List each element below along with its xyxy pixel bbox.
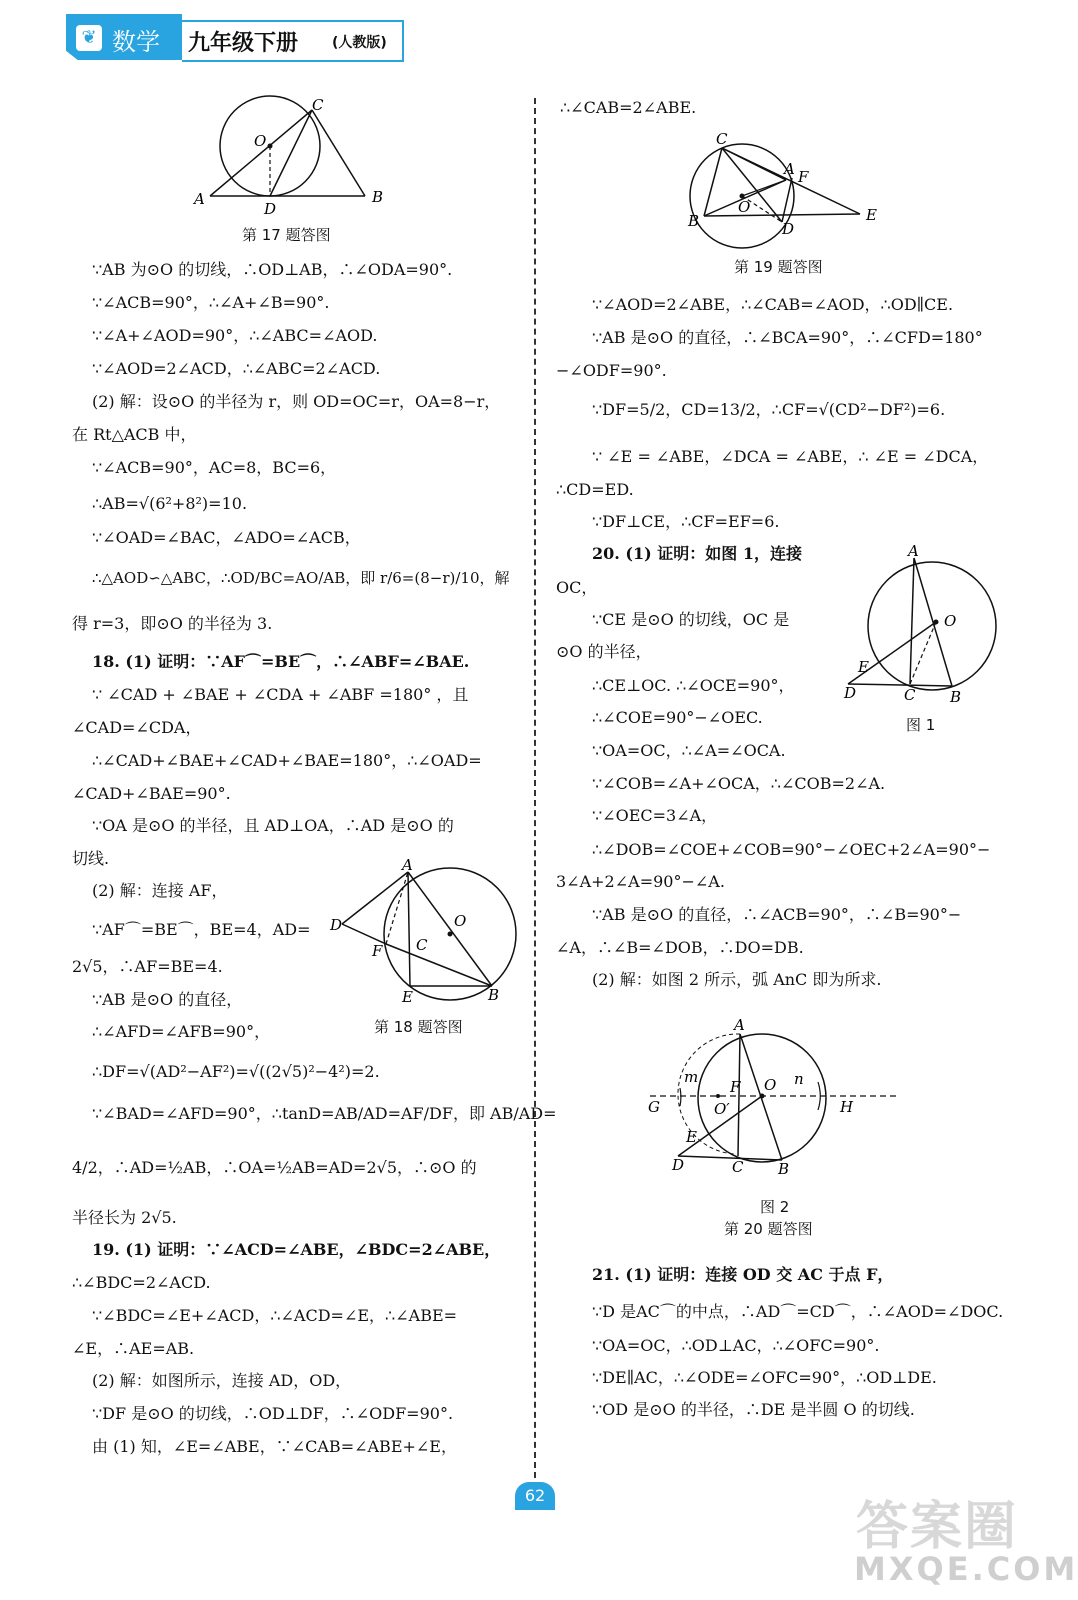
fig19-label-d: D: [782, 220, 795, 238]
right-line-6: ∵ ∠E = ∠ABE，∠DCA = ∠ABE，∴ ∠E = ∠DCA，: [592, 447, 989, 466]
left-line-34: 由 (1) 知，∠E=∠ABE，∵∠CAB=∠ABE+∠E，: [92, 1437, 457, 1456]
right-line-21: ∠A，∴∠B=∠DOB，∴DO=DB.: [556, 938, 804, 957]
right-line-9: 20. (1) 证明：如图 1，连接: [592, 544, 802, 563]
figure-18: [328, 856, 524, 1010]
fig20b-label-f: F: [730, 1078, 741, 1096]
right-line-23: 21. (1) 证明：连接 OD 交 AC 于点 F，: [592, 1265, 894, 1284]
header-edition: (人教版): [332, 35, 387, 51]
column-divider: [534, 98, 536, 1478]
left-line-3: ∵∠A+∠AOD=90°，∴∠ABC=∠AOD.: [92, 326, 378, 345]
left-line-9: ∵∠OAD=∠BAC，∠ADO=∠ACB，: [92, 528, 361, 547]
right-line-3: ∵AB 是⊙O 的直径，∴∠BCA=90°，∴∠CFD=180°: [592, 328, 983, 347]
fig20b-label-o-prime: O′: [714, 1100, 730, 1118]
fig20a-label-c: C: [904, 686, 916, 704]
right-line-13: ∴CE⊥OC. ∴∠OCE=90°，: [592, 676, 795, 695]
figure-20-2: [644, 1014, 904, 1184]
left-line-26: 4/2，∴AD=½AB，∴OA=½AB=AD=2√5，∴⊙O 的: [72, 1158, 477, 1177]
fig18-label-b: B: [488, 986, 500, 1004]
fig19-label-c: C: [716, 130, 728, 148]
left-line-33: ∵DF 是⊙O 的切线，∴OD⊥DF，∴∠ODF=90°.: [92, 1404, 454, 1423]
right-line-11: ∵CE 是⊙O 的切线，OC 是: [592, 610, 790, 629]
left-line-21: 2√5，∴AF=BE=4.: [72, 957, 223, 976]
header-grade: 九年级下册: [188, 31, 299, 56]
figure-20-1: [840, 542, 1000, 712]
right-line-20: ∵AB 是⊙O 的直径，∴∠ACB=90°，∴∠B=90°−: [592, 905, 962, 924]
watermark: [850, 1484, 1078, 1594]
right-line-17: ∵∠OEC=3∠A，: [592, 806, 718, 825]
fig20a-label-a: A: [908, 542, 919, 560]
right-line-18: ∴∠DOB=∠COE+∠COB=90°−∠OEC+2∠A=90°−: [592, 840, 991, 859]
watermark-url: MXQE.COM: [854, 1550, 1078, 1588]
left-line-31: ∠E，∴AE=AB.: [72, 1339, 195, 1358]
fig19-label-a: A: [784, 160, 795, 178]
left-line-22: ∵AB 是⊙O 的直径，: [92, 990, 243, 1009]
right-line-16: ∵∠COB=∠A+∠OCA，∴∠COB=2∠A.: [592, 774, 886, 793]
left-line-17: ∵OA 是⊙O 的半径，且 AD⊥OA，∴AD 是⊙O 的: [92, 816, 454, 835]
right-line-8: ∵DF⊥CE，∴CF=EF=6.: [592, 512, 780, 531]
right-line-26: ∵DE∥AC，∴∠ODE=∠OFC=90°，∴OD⊥DE.: [592, 1368, 937, 1387]
left-line-4: ∵∠AOD=2∠ACD，∴∠ABC=2∠ACD.: [92, 359, 381, 378]
fig18-label-e: E: [402, 988, 413, 1006]
figure-17: [190, 96, 390, 216]
right-line-1: ∴∠CAB=2∠ABE.: [560, 98, 697, 117]
fig19-label-b: B: [688, 212, 700, 230]
fig20b-label-e: E: [686, 1128, 697, 1146]
fig17-caption: 第 17 题答图: [242, 226, 331, 244]
fig19-label-e: E: [866, 206, 877, 224]
fig17-label-o: O: [254, 132, 267, 150]
left-line-27: 半径长为 2√5.: [72, 1208, 177, 1227]
fig20b-label-a: A: [734, 1016, 745, 1034]
fig18-label-f: F: [372, 942, 383, 960]
fig20a-caption: 图 1: [906, 716, 936, 734]
fig17-label-a: A: [194, 190, 205, 208]
leaf-icon: ❦: [76, 25, 102, 51]
right-line-4: −∠ODF=90°.: [556, 361, 667, 380]
right-line-5: ∵DF=5/2，CD=13/2，∴CF=√(CD²−DF²)=6.: [592, 400, 946, 419]
right-line-19: 3∠A+2∠A=90°−∠A.: [556, 872, 725, 891]
fig20b-label-o: O: [764, 1076, 777, 1094]
left-line-32: (2) 解：如图所示，连接 AD，OD，: [92, 1371, 352, 1390]
left-line-2: ∵∠ACB=90°，∴∠A+∠B=90°.: [92, 293, 330, 312]
left-line-5: (2) 解：设⊙O 的半径为 r，则 OD=OC=r，OA=8−r，: [92, 392, 501, 411]
figure-19: [684, 130, 884, 250]
fig18-label-o: O: [454, 912, 467, 930]
fig20a-label-b: B: [950, 688, 962, 706]
left-line-8: ∴AB=√(6²+8²)=10.: [92, 494, 248, 513]
left-line-12: 18. (1) 证明：∵AF⌒=BE⌒，∴∠ABF=∠BAE.: [92, 652, 470, 671]
fig20b-label-m: m: [684, 1068, 699, 1086]
right-line-14: ∴∠COE=90°−∠OEC.: [592, 708, 763, 727]
fig17-label-b: B: [372, 188, 384, 206]
fig17-label-d: D: [264, 200, 277, 218]
left-line-20: ∵AF⌒=BE⌒，BE=4，AD=: [92, 920, 311, 939]
left-line-14: ∠CAD=∠CDA，: [72, 718, 202, 737]
left-line-15: ∴∠CAD+∠BAE+∠CAD+∠BAE=180°，∴∠OAD=: [92, 751, 482, 770]
right-line-22: (2) 解：如图 2 所示，弧 AnC 即为所求.: [592, 970, 882, 989]
left-line-1: ∵AB 为⊙O 的切线，∴OD⊥AB，∴∠ODA=90°.: [92, 260, 453, 279]
right-line-27: ∵OD 是⊙O 的半径，∴DE 是半圆 O 的切线.: [592, 1400, 915, 1419]
right-line-25: ∵OA=OC，∴OD⊥AC，∴∠OFC=90°.: [592, 1336, 880, 1355]
fig19-label-f: F: [798, 168, 809, 186]
right-line-12: ⊙O 的半径，: [556, 642, 652, 661]
left-line-25: ∵∠BAD=∠AFD=90°，∴tanD=AB/AD=AF/DF，即 AB/AD=: [92, 1104, 557, 1123]
fig20a-label-o: O: [944, 612, 957, 630]
page-number: 62: [515, 1482, 555, 1510]
left-line-28: 19. (1) 证明：∵∠ACD=∠ABE，∠BDC=2∠ABE，: [92, 1240, 501, 1259]
fig17-label-c: C: [312, 96, 324, 114]
right-line-7: ∴CD=ED.: [556, 480, 634, 499]
header-subject: 数学: [112, 28, 160, 56]
fig18-label-c: C: [416, 936, 428, 954]
fig18-caption: 第 18 题答图: [374, 1018, 463, 1036]
fig20b-label-c: C: [732, 1158, 744, 1176]
fig20b-label-g: G: [648, 1098, 660, 1116]
left-line-24: ∴DF=√(AD²−AF²)=√((2√5)²−4²)=2.: [92, 1062, 380, 1081]
header-title-box: [182, 20, 404, 62]
left-line-10: ∴△AOD∽△ABC，∴OD/BC=AO/AB，即 r/6=(8−r)/10，解: [92, 569, 510, 587]
fig20b-caption: 图 2: [760, 1198, 790, 1216]
fig19-caption: 第 19 题答图: [734, 258, 823, 276]
fig20a-label-e: E: [858, 658, 869, 676]
right-line-24: ∵D 是AC⌒的中点，∴AD⌒=CD⌒，∴∠AOD=∠DOC.: [592, 1302, 1004, 1321]
right-line-15: ∵OA=OC，∴∠A=∠OCA.: [592, 741, 786, 760]
left-line-19: (2) 解：连接 AF，: [92, 881, 228, 900]
right-line-2: ∵∠AOD=2∠ABE，∴∠CAB=∠AOD，∴OD∥CE.: [592, 295, 954, 314]
left-line-16: ∠CAD+∠BAE=90°.: [72, 784, 231, 803]
left-line-29: ∴∠BDC=2∠ACD.: [72, 1273, 211, 1292]
page-header: [66, 14, 406, 64]
left-line-13: ∵ ∠CAD + ∠BAE + ∠CDA + ∠ABF =180° ，且: [92, 685, 469, 704]
fig20a-label-d: D: [844, 684, 857, 702]
left-line-18: 切线.: [72, 849, 110, 868]
fig20b-label-d: D: [672, 1156, 685, 1174]
fig20b-label-b: B: [778, 1160, 790, 1178]
left-line-11: 得 r=3，即⊙O 的半径为 3.: [72, 614, 273, 633]
right-line-10: OC，: [556, 578, 598, 597]
fig20-caption: 第 20 题答图: [724, 1220, 813, 1238]
fig18-label-d: D: [330, 916, 343, 934]
left-line-23: ∴∠AFD=∠AFB=90°，: [92, 1022, 271, 1041]
fig19-label-o: O: [738, 198, 751, 216]
fig20b-label-h: H: [840, 1098, 854, 1116]
left-line-6: 在 Rt△ACB 中，: [72, 425, 197, 444]
left-line-7: ∵∠ACB=90°，AC=8，BC=6，: [92, 458, 337, 477]
left-line-30: ∵∠BDC=∠E+∠ACD，∴∠ACD=∠E，∴∠ABE=: [92, 1306, 458, 1325]
fig18-label-a: A: [402, 856, 413, 874]
fig20b-label-n: n: [794, 1070, 804, 1088]
watermark-logo-text: 答案圈: [856, 1497, 1019, 1557]
